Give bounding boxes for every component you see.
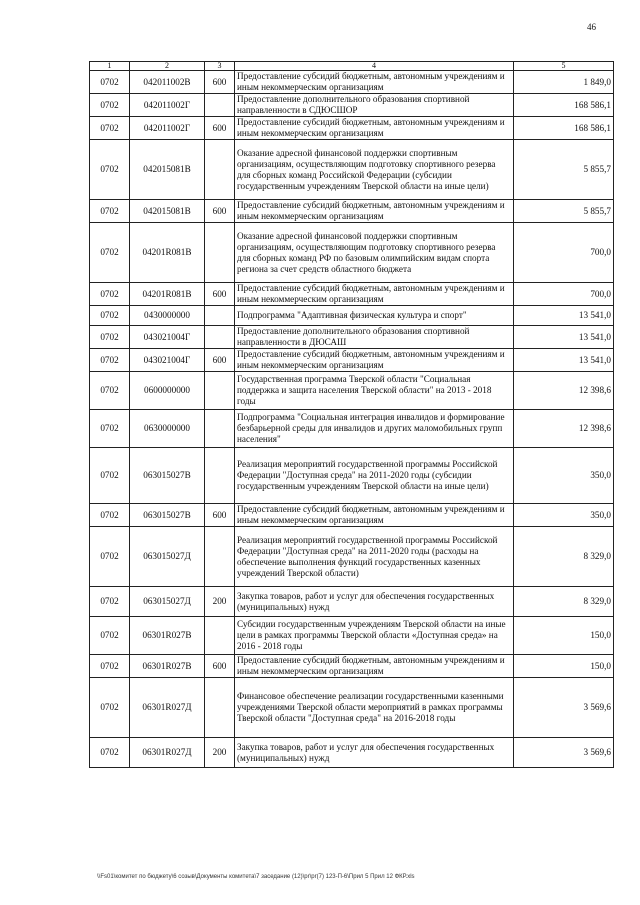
- row-expense-type: [205, 140, 235, 200]
- row-section: 0702: [90, 200, 130, 223]
- row-amount: 150,0: [514, 655, 614, 678]
- row-description: Закупка товаров, работ и услуг для обеспечения государственных (муниципальных) нужд: [235, 738, 514, 768]
- row-section: 0702: [90, 410, 130, 448]
- row-expense-type: 600: [205, 349, 235, 372]
- budget-table: [89, 61, 614, 768]
- row-section: 0702: [90, 678, 130, 738]
- row-code: 042011002Г: [130, 94, 205, 117]
- row-code: 06301R027Д: [130, 678, 205, 738]
- row-code: 04201R081В: [130, 283, 205, 306]
- row-section: 0702: [90, 326, 130, 349]
- row-code: 06301R027В: [130, 655, 205, 678]
- row-section: 0702: [90, 655, 130, 678]
- row-expense-type: 600: [205, 71, 235, 94]
- page-number: 46: [587, 22, 596, 32]
- row-description: Закупка товаров, работ и услуг для обеспечения государственных (муниципальных) нужд: [235, 587, 514, 617]
- row-amount: 700,0: [514, 283, 614, 306]
- table-row: [90, 617, 614, 655]
- row-section: 0702: [90, 140, 130, 200]
- row-code: 06301R027В: [130, 617, 205, 655]
- row-amount: 350,0: [514, 504, 614, 527]
- table-row: [90, 117, 614, 140]
- row-section: 0702: [90, 283, 130, 306]
- row-amount: 168 586,1: [514, 94, 614, 117]
- row-amount: 8 329,0: [514, 587, 614, 617]
- row-section: 0702: [90, 372, 130, 410]
- header-col-1: 1: [90, 62, 130, 71]
- row-description: Предоставление субсидий бюджетным, автономным учреждениям и иным некоммерческим организациям: [235, 71, 514, 94]
- row-expense-type: [205, 372, 235, 410]
- row-description: Оказание адресной финансовой поддержки спортивным организациям, осуществляющим подготовку спортивного резерва для сборных команд Российской Федерации (субсидии государственным учреждениям Тверской области на иные цели): [235, 140, 514, 200]
- row-code: 063015027В: [130, 448, 205, 504]
- row-amount: 13 541,0: [514, 306, 614, 326]
- row-description: Финансовое обеспечение реализации государственными казенными учреждениями Тверской области мероприятий в рамках программы Тверской области "Доступная среда" на 2016-2018 годы: [235, 678, 514, 738]
- row-description: Государственная программа Тверской области "Социальная поддержка и защита населения Тверской области" на 2013 - 2018 годы: [235, 372, 514, 410]
- row-code: 042015081В: [130, 140, 205, 200]
- row-description: Оказание адресной финансовой поддержки спортивным организациям, осуществляющим подготовку спортивного резерва для сборных команд РФ по базовым олимпийским видам спорта региона за счет средств областного бюджета: [235, 223, 514, 283]
- table-row: [90, 71, 614, 94]
- row-amount: 700,0: [514, 223, 614, 283]
- row-expense-type: [205, 678, 235, 738]
- row-code: 063015027В: [130, 504, 205, 527]
- row-description: Предоставление субсидий бюджетным, автономным учреждениям и иным некоммерческим организациям: [235, 655, 514, 678]
- row-description: Реализация мероприятий государственной программы Российской Федерации "Доступная среда" на 2011-2020 годы (субсидии государственным учреждениям Тверской области на иные цели): [235, 448, 514, 504]
- table-row: [90, 94, 614, 117]
- row-amount: 12 398,6: [514, 410, 614, 448]
- row-amount: 150,0: [514, 617, 614, 655]
- row-amount: 5 855,7: [514, 140, 614, 200]
- row-code: 063015027Д: [130, 587, 205, 617]
- row-code: 042011002Г: [130, 117, 205, 140]
- table-row: [90, 140, 614, 200]
- row-section: 0702: [90, 738, 130, 768]
- row-section: 0702: [90, 117, 130, 140]
- row-section: 0702: [90, 94, 130, 117]
- row-code: 043021004Г: [130, 349, 205, 372]
- row-amount: 350,0: [514, 448, 614, 504]
- table-body: [90, 71, 614, 768]
- row-expense-type: [205, 448, 235, 504]
- table-row: [90, 326, 614, 349]
- row-code: 042015081В: [130, 200, 205, 223]
- table-row: [90, 448, 614, 504]
- row-description: Подпрограмма "Социальная интеграция инвалидов и формирование безбарьерной среды для инвалидов и других маломобильных групп населения": [235, 410, 514, 448]
- row-amount: 5 855,7: [514, 200, 614, 223]
- row-expense-type: [205, 326, 235, 349]
- row-code: 043021004Г: [130, 326, 205, 349]
- row-amount: 1 849,0: [514, 71, 614, 94]
- row-expense-type: [205, 527, 235, 587]
- row-section: 0702: [90, 587, 130, 617]
- header-col-2: 2: [130, 62, 205, 71]
- table-row: [90, 587, 614, 617]
- row-code: 04201R081В: [130, 223, 205, 283]
- row-expense-type: 600: [205, 117, 235, 140]
- row-description: Предоставление субсидий бюджетным, автономным учреждениям и иным некоммерческим организациям: [235, 349, 514, 372]
- table-row: [90, 655, 614, 678]
- table-row: [90, 738, 614, 768]
- row-section: 0702: [90, 223, 130, 283]
- table-row: [90, 678, 614, 738]
- row-description: Предоставление субсидий бюджетным, автономным учреждениям и иным некоммерческим организациям: [235, 117, 514, 140]
- row-description: Предоставление субсидий бюджетным, автономным учреждениям и иным некоммерческим организациям: [235, 200, 514, 223]
- file-path-footer: \\Fs01\комитет по бюджету\6 созыв\Документы комитета\7 заседание (12)\pr\pr(7) 123-П-6\Прил 5 Прил 12 ФКР.xls: [97, 874, 415, 880]
- row-code: 0600000000: [130, 372, 205, 410]
- header-col-4: 4: [235, 62, 514, 71]
- row-description: Субсидии государственным учреждениям Тверской области на иные цели в рамках программы Тверской области «Доступная среда» на 2016 - 2018 годы: [235, 617, 514, 655]
- row-expense-type: 600: [205, 504, 235, 527]
- row-expense-type: 200: [205, 587, 235, 617]
- table-row: [90, 527, 614, 587]
- header-col-3: 3: [205, 62, 235, 71]
- row-expense-type: [205, 306, 235, 326]
- row-amount: 168 586,1: [514, 117, 614, 140]
- row-expense-type: 200: [205, 738, 235, 768]
- header-col-5: 5: [514, 62, 614, 71]
- row-expense-type: 600: [205, 655, 235, 678]
- row-expense-type: [205, 410, 235, 448]
- row-expense-type: [205, 223, 235, 283]
- table-row: [90, 504, 614, 527]
- row-expense-type: [205, 617, 235, 655]
- row-amount: 13 541,0: [514, 349, 614, 372]
- row-section: 0702: [90, 349, 130, 372]
- table-row: [90, 283, 614, 306]
- row-expense-type: 600: [205, 200, 235, 223]
- table-row: [90, 410, 614, 448]
- row-section: 0702: [90, 617, 130, 655]
- row-amount: 3 569,6: [514, 738, 614, 768]
- row-description: Подпрограмма "Адаптивная физическая культура и спорт": [235, 306, 514, 326]
- row-description: Предоставление дополнительного образования спортивной направленности в ДЮСАШ: [235, 326, 514, 349]
- row-description: Предоставление дополнительного образования спортивной направленности в СДЮСШОР: [235, 94, 514, 117]
- row-section: 0702: [90, 306, 130, 326]
- table-row: [90, 223, 614, 283]
- row-code: 0430000000: [130, 306, 205, 326]
- row-expense-type: [205, 94, 235, 117]
- row-code: 0630000000: [130, 410, 205, 448]
- row-description: Реализация мероприятий государственной программы Российской Федерации "Доступная среда" на 2011-2020 годы (расходы на обеспечение выполнения функций государственных казенных учреждений Тверской области): [235, 527, 514, 587]
- row-amount: 13 541,0: [514, 326, 614, 349]
- table-row: [90, 306, 614, 326]
- row-section: 0702: [90, 71, 130, 94]
- row-section: 0702: [90, 504, 130, 527]
- row-description: Предоставление субсидий бюджетным, автономным учреждениям и иным некоммерческим организациям: [235, 504, 514, 527]
- row-code: 063015027Д: [130, 527, 205, 587]
- row-code: 042011002В: [130, 71, 205, 94]
- row-expense-type: 600: [205, 283, 235, 306]
- row-code: 06301R027Д: [130, 738, 205, 768]
- row-amount: 12 398,6: [514, 372, 614, 410]
- row-section: 0702: [90, 527, 130, 587]
- row-section: 0702: [90, 448, 130, 504]
- header-row: [90, 62, 614, 71]
- table-row: [90, 372, 614, 410]
- table-row: [90, 349, 614, 372]
- row-amount: 3 569,6: [514, 678, 614, 738]
- row-amount: 8 329,0: [514, 527, 614, 587]
- row-description: Предоставление субсидий бюджетным, автономным учреждениям и иным некоммерческим организациям: [235, 283, 514, 306]
- table-row: [90, 200, 614, 223]
